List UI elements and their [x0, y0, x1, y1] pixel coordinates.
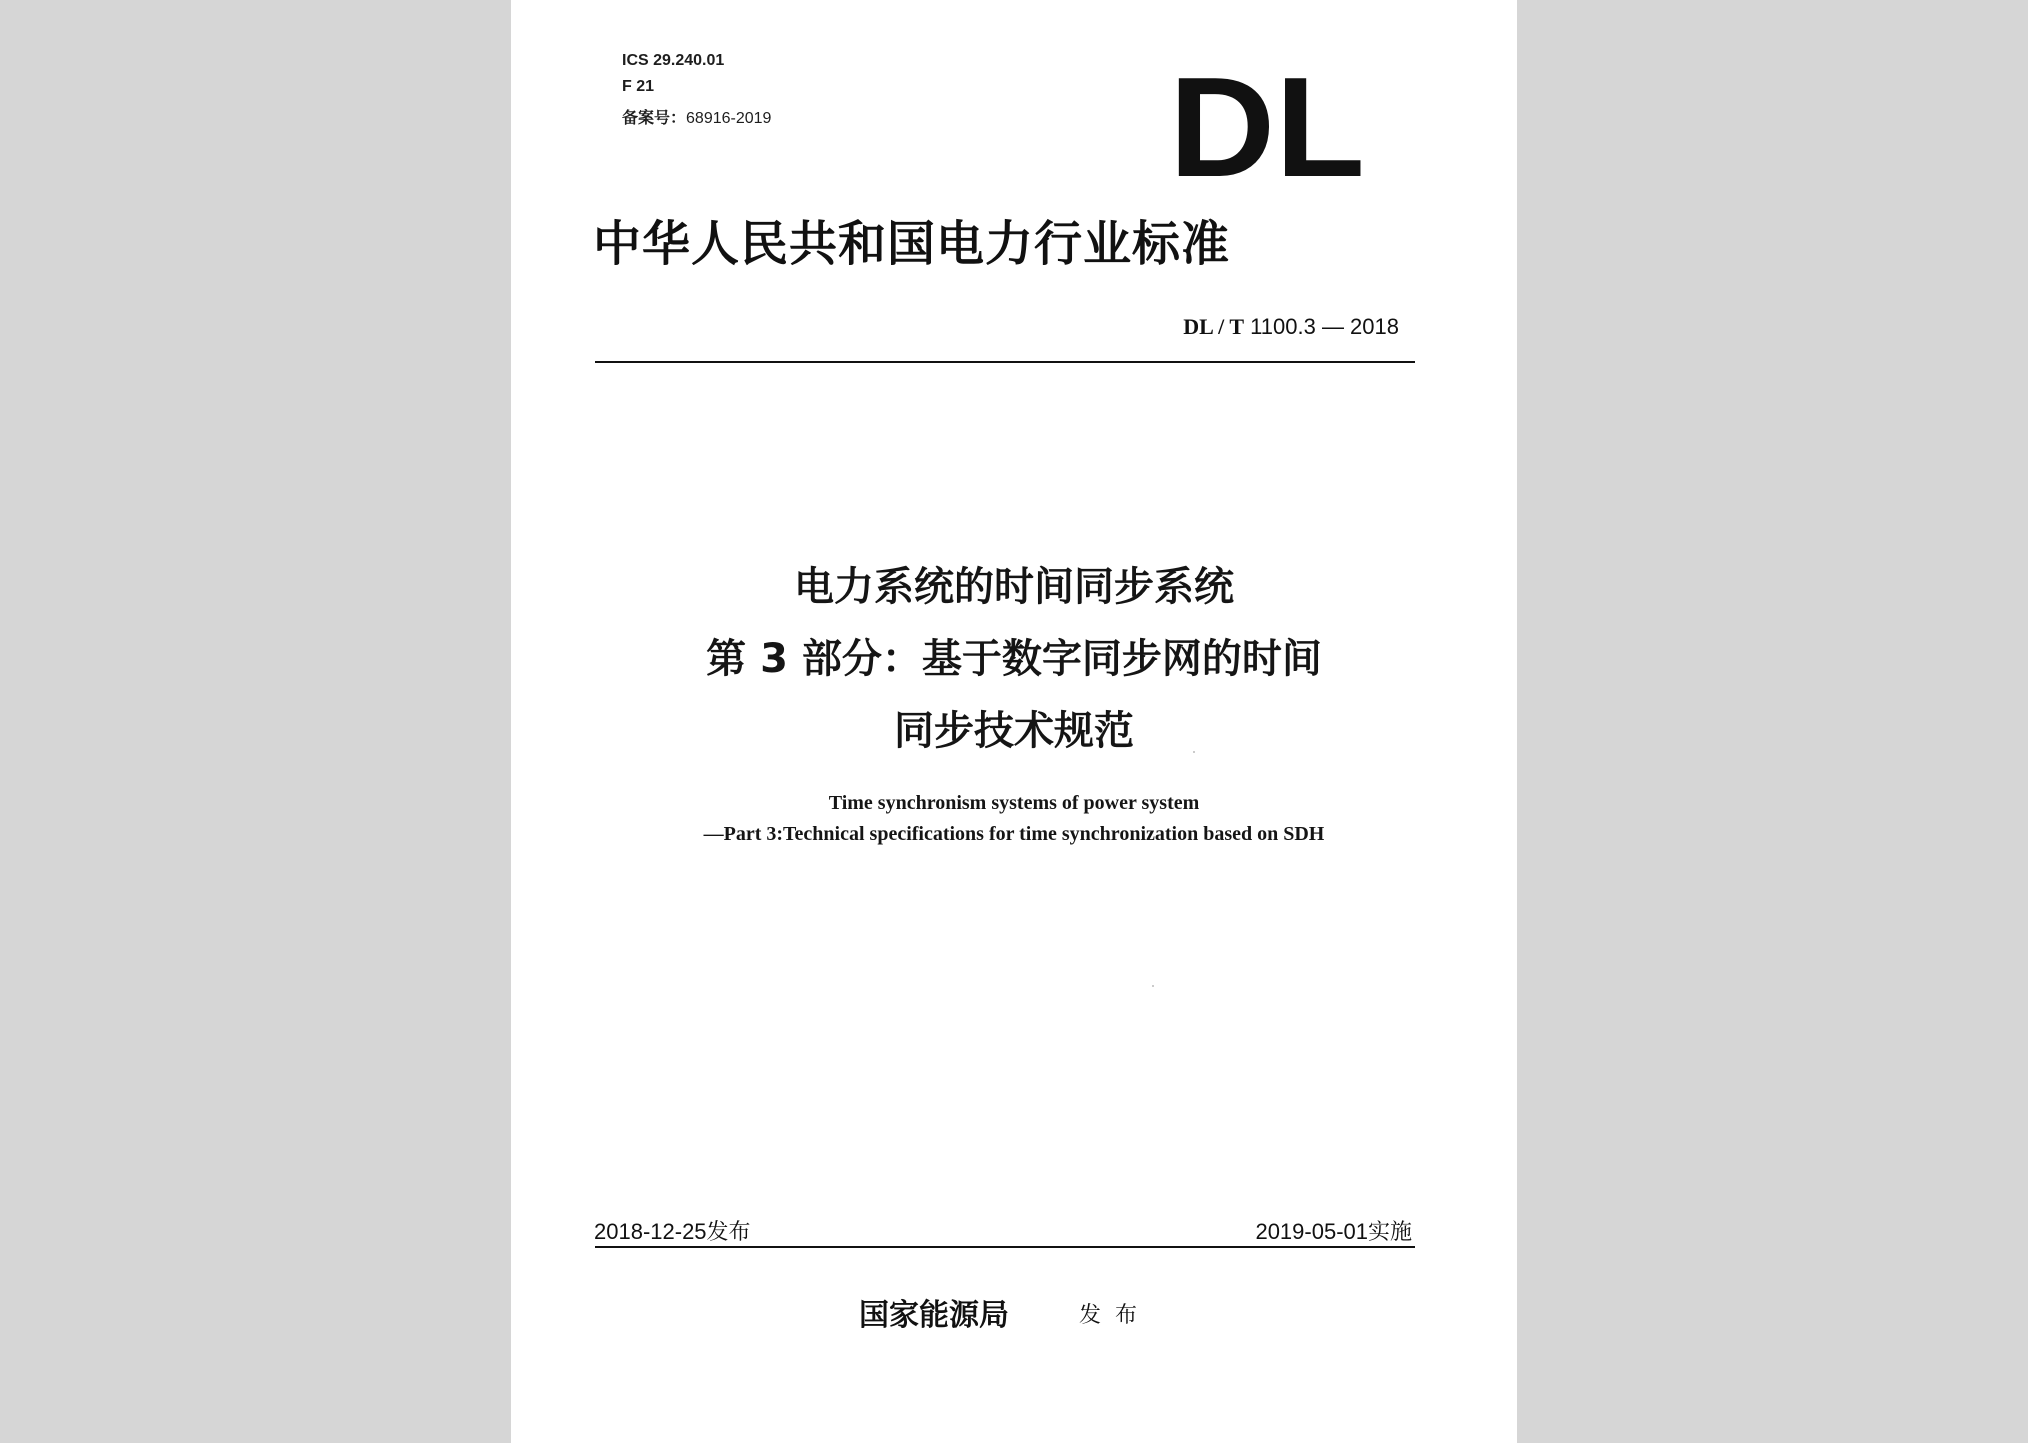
- en-title-line-2: —Part 3:Technical specifications for time synchronization based on SDH: [703, 823, 1325, 845]
- issue-date: 2018-12-25发布: [594, 1219, 751, 1244]
- national-standard-title: 中华人民共和国电力行业标准: [593, 216, 1231, 272]
- footer-divider: [595, 1246, 1415, 1248]
- filing-number-value: 68916-2019: [686, 110, 772, 127]
- dl-logo-text: DL: [1169, 72, 1365, 179]
- header-divider: [595, 361, 1415, 363]
- ics-code: ICS 29.240.01: [622, 52, 725, 69]
- classification-code: F 21: [622, 78, 655, 95]
- issuer-action: 发布: [1079, 1303, 1152, 1328]
- standard-number: [1183, 314, 1399, 340]
- filing-number: [622, 105, 771, 128]
- effective-date: 2019-05-01实施: [1255, 1219, 1412, 1244]
- en-title-line-1: Time synchronism systems of power system: [828, 792, 1200, 814]
- document-page: [511, 0, 1517, 1443]
- cn-title-line-1: 电力系统的时间同步系统: [794, 564, 1234, 610]
- cn-title-line-3: 同步技术规范: [894, 708, 1134, 754]
- cn-title-line-2: 第 3 部分：基于数字同步网的时间: [706, 636, 1322, 682]
- dl-logo: [1169, 72, 1367, 179]
- standard-number-code: 1100.3 — 2018: [1250, 314, 1399, 339]
- scan-speck: [1152, 985, 1154, 987]
- filing-number-label: 备案号：: [622, 110, 687, 127]
- scan-speck: [1193, 751, 1195, 753]
- issuer-name: 国家能源局: [859, 1298, 1009, 1333]
- standard-number-prefix: DL / T: [1183, 314, 1245, 339]
